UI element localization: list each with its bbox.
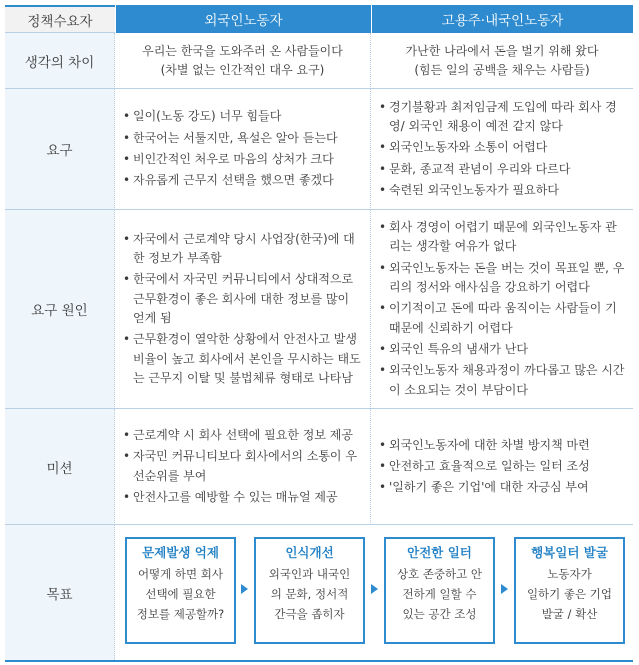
goal-box-line: 정보를 제공할까?	[136, 607, 225, 621]
goal-box-line: 노동자가	[547, 567, 592, 581]
diff-employer-line: (힘든 일의 공백을 채우는 사람들)	[414, 62, 590, 77]
list-item: • 숙련된 외국인노동자가 필요하다	[379, 181, 627, 200]
list-item: • 이기적이고 돈에 따라 움직이는 사람들이 기때문에 신뢰하기 어렵다	[379, 299, 627, 338]
list-item: • 일이(노동 강도) 너무 힘들다	[123, 107, 338, 126]
goal-box-line: 있는 공간 조성	[402, 607, 477, 621]
goal-box-line: 어떻게 하면 회사	[137, 567, 224, 581]
demand-worker	[115, 89, 371, 210]
goal-box-title: 인식개선	[285, 545, 334, 560]
header-policy-demander: 정책수요자	[5, 5, 115, 33]
list-item: • 자국에서 근로계약 당시 사업장(한국)에 대한 정보가 부족함	[123, 230, 364, 269]
list-item: • '일하기 좋은 기업'에 대한 자긍심 부여	[379, 478, 590, 497]
list-item: • 회사 경영이 어렵기 때문에 외국인노동자 관리는 생각할 여유가 없다	[379, 218, 627, 257]
list-item: • 한국어는 서툴지만, 욕설은 알아 듣는다	[123, 129, 338, 148]
diff-worker	[115, 33, 371, 89]
demand-employer	[371, 89, 633, 210]
row-label-cause: 요구 원인	[5, 210, 115, 409]
diff-worker-line: 우리는 한국을 도와주러 온 사람들이다	[142, 43, 343, 58]
diff-employer	[371, 33, 633, 89]
arrow-right-icon	[241, 584, 248, 594]
goal-box-line: 외국인과 내국인	[268, 567, 351, 581]
goal-flow	[115, 525, 633, 660]
goal-box	[125, 537, 236, 644]
arrow-right-icon	[501, 584, 508, 594]
goal-box	[384, 537, 495, 644]
goal-box-line: 일하기 좋은 기업	[526, 587, 613, 601]
diff-employer-line: 가난한 나라에서 돈을 벌기 위해 왔다	[405, 43, 599, 58]
list-item: • 외국인 특유의 냄새가 난다	[379, 340, 627, 359]
goal-box	[514, 537, 625, 644]
list-item: • 외국인노동자와 소통이 어렵다	[379, 138, 627, 157]
header-foreign-workers: 외국인노동자	[115, 5, 371, 33]
list-item: • 외국인노동자는 돈을 버는 것이 목표일 뿐, 우리의 정서와 애사심을 강요하기 어렵다	[379, 259, 627, 298]
diff-worker-line: (차별 없는 인간적인 대우 요구)	[160, 62, 325, 77]
row-label-diff: 생각의 차이	[5, 33, 115, 89]
goal-box-line: 의 문화, 정서적	[270, 587, 349, 601]
arrow-right-icon	[371, 584, 378, 594]
list-item: • 외국인노동자 채용과정이 까다롭고 많은 시간이 소요되는 것이 부담이다	[379, 361, 627, 400]
goal-box-line: 선택에 필요한	[145, 587, 216, 601]
goal-box-title: 문제발생 억제	[142, 545, 219, 560]
list-item: • 외국인노동자에 대한 차별 방지책 마련	[379, 436, 590, 455]
list-item: • 비인간적인 처우로 마음의 상처가 크다	[123, 150, 338, 169]
goal-box-title: 행복일터 발굴	[531, 545, 608, 560]
goal-box-line: 상호 존중하고 안	[396, 567, 483, 581]
mission-worker	[115, 409, 371, 525]
row-label-goal: 목표	[5, 525, 115, 660]
row-label-demand: 요구	[5, 89, 115, 210]
list-item: • 한국에서 자국민 커뮤니티에서 상대적으로 근무환경이 좋은 회사에 대한 정보를 많이 얻게 됨	[123, 270, 364, 328]
cause-worker	[115, 210, 371, 409]
cause-employer	[371, 210, 633, 409]
goal-box-line: 간극을 좁히자	[274, 607, 345, 621]
list-item: • 안전사고를 예방할 수 있는 매뉴얼 제공	[123, 488, 364, 507]
mission-employer	[371, 409, 633, 525]
goal-box-line: 발굴 / 확산	[541, 607, 598, 621]
list-item: • 안전하고 효율적으로 일하는 일터 조성	[379, 457, 590, 476]
list-item: • 근무환경이 열악한 상황에서 안전사고 발생 비율이 높고 회사에서 본인을 무시하는 태도는 근무지 이탈 및 불법체류 형태로 나타남	[123, 330, 364, 388]
list-item: • 자국민 커뮤니티보다 회사에서의 소통이 우선순위를 부여	[123, 447, 364, 486]
header-employers: 고용주·내국인노동자	[371, 5, 633, 33]
goal-box-line: 전하게 일할 수	[402, 587, 477, 601]
goal-box	[254, 537, 365, 644]
list-item: • 경기불황과 최저임금제 도입에 따라 회사 경영/ 외국인 채용이 예전 같지 않다	[379, 98, 627, 137]
list-item: • 자유롭게 근무지 선택을 했으면 좋겠다	[123, 171, 338, 190]
list-item: • 근로계약 시 회사 선택에 필요한 정보 제공	[123, 426, 364, 445]
list-item: • 문화, 종교적 관념이 우리와 다르다	[379, 160, 627, 179]
policy-table	[5, 5, 633, 662]
goal-box-title: 안전한 일터	[407, 545, 472, 560]
row-label-mission: 미션	[5, 409, 115, 525]
